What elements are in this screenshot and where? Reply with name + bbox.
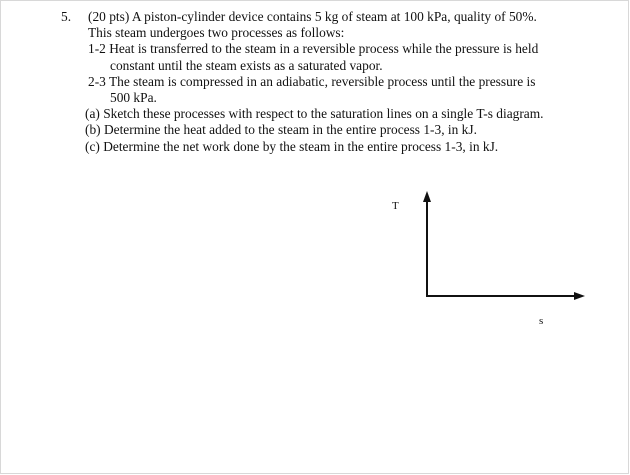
process-2-3-continuation: 500 kPa. — [110, 90, 157, 106]
process-1-2-continuation: constant until the steam exists as a saturated vapor. — [110, 57, 383, 73]
temperature-axis-label: T — [392, 200, 399, 212]
process-1-2-text: 1-2 Heat is transferred to the steam in a reversible process while the pressure is held — [88, 41, 539, 57]
process-1-2 — [88, 41, 606, 73]
process-2-3-text: 2-3 The steam is compressed in an adiabatic, reversible process until the pressure is — [88, 73, 536, 89]
part-a: (a) Sketch these processes with respect to the saturation lines on a single T-s diagram. — [85, 106, 544, 122]
intro-line-1: (20 pts) A piston-cylinder device contains 5 kg of steam at 100 kPa, quality of 50%. — [88, 9, 537, 24]
axes-svg — [380, 185, 600, 335]
problem-intro — [88, 9, 606, 41]
problem-statement — [61, 9, 606, 155]
temperature-arrowhead-icon — [423, 191, 431, 202]
part-c: (c) Determine the net work done by the steam in the entire process 1-3, in kJ. — [85, 138, 499, 154]
entropy-arrowhead-icon — [574, 292, 585, 300]
question-number: 5. — [61, 9, 72, 24]
entropy-axis-label: s — [539, 315, 544, 327]
question-parts — [85, 106, 606, 155]
process-2-3 — [88, 74, 606, 106]
part-b: (b) Determine the heat added to the steam in the entire process 1-3, in kJ. — [85, 122, 477, 138]
intro-line-2: This steam undergoes two processes as follows: — [88, 25, 345, 41]
ts-diagram-axes — [380, 185, 600, 335]
